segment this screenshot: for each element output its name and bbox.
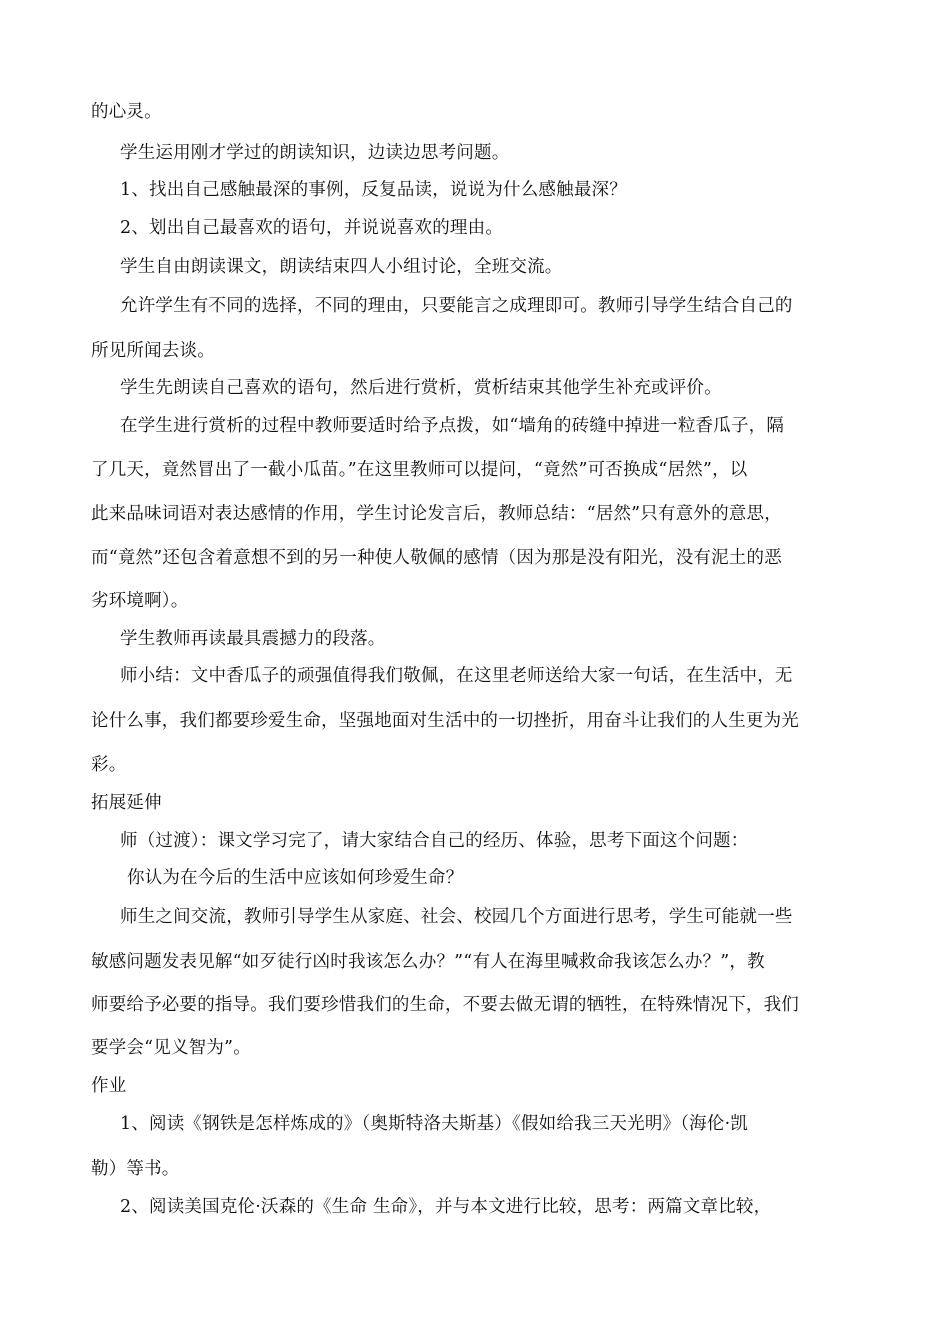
text-line: 要学会“见义智为”。 — [91, 1038, 251, 1058]
text-line: 而“竟然”还包含着意想不到的另一种使人敬佩的感情（因为那是没有阳光，没有泥土的恶 — [91, 548, 782, 568]
text-line: 了几天，竟然冒出了一截小瓜苗。”在这里教师可以提问，“竟然”可否换成“居然”，以 — [91, 460, 748, 480]
text-line: 学生自由朗读课文，朗读结束四人小组讨论，全班交流。 — [120, 257, 563, 277]
text-line: 所见所闻去谈。 — [91, 341, 215, 361]
text-line: 学生先朗读自己喜欢的语句，然后进行赏析，赏析结束其他学生补充或评价。 — [120, 378, 722, 398]
text-line: 勒）等书。 — [91, 1159, 180, 1179]
text-line: 敏感问题发表见解“如歹徒行凶时我该怎么办？”“有人在海里喊救命我该怎么办？”，教 — [91, 952, 765, 972]
text-line: 允许学生有不同的选择，不同的理由，只要能言之成理即可。教师引导学生结合自己的 — [120, 296, 793, 316]
text-line: 师小结：文中香瓜子的顽强值得我们敬佩，在这里老师送给大家一句话，在生活中，无 — [120, 666, 793, 686]
text-line: 此来品味词语对表达感情的作用，学生讨论发言后，教师总结：“居然”只有意外的意思， — [91, 504, 782, 524]
text-line: 论什么事，我们都要珍爱生命，坚强地面对生活中的一切挫折，用奋斗让我们的人生更为光 — [91, 711, 799, 731]
text-line: 学生教师再读最具震撼力的段落。 — [120, 629, 386, 649]
text-line: 劣环境啊）。 — [91, 591, 189, 611]
text-line: 师（过渡）：课文学习完了，请大家结合自己的经历、体验，思考下面这个问题： — [120, 831, 749, 851]
text-line: 师生之间交流，教师引导学生从家庭、社会、校园几个方面进行思考，学生可能就一些 — [120, 907, 793, 927]
text-line: 1、找出自己感触最深的事例，反复品读，说说为什么感触最深？ — [120, 180, 627, 200]
text-line: 2、阅读美国克伦·沃森的《生命 生命》，并与本文进行比较，思考：两篇文章比较， — [120, 1197, 772, 1217]
text-line: 师要给予必要的指导。我们要珍惜我们的生命，不要去做无谓的牺牲，在特殊情况下，我们 — [91, 995, 799, 1015]
text-line: 的心灵。 — [91, 102, 162, 122]
text-line: 在学生进行赏析的过程中教师要适时给予点拨，如“墙角的砖缝中掉进一粒香瓜子，隔 — [120, 416, 785, 436]
text-line: 1、阅读《钢铁是怎样炼成的》（奥斯特洛夫斯基）《假如给我三天光明》（海伦·凯 — [120, 1114, 749, 1134]
text-line: 你认为在今后的生活中应该如何珍爱生命？ — [127, 868, 464, 888]
text-line: 2、划出自己最喜欢的语句，并说说喜欢的理由。 — [120, 218, 504, 238]
text-line: 学生运用刚才学过的朗读知识，边读边思考问题。 — [120, 143, 510, 163]
section-heading: 拓展延伸 — [91, 793, 162, 813]
text-line: 彩。 — [91, 755, 127, 775]
section-heading: 作业 — [91, 1076, 127, 1096]
